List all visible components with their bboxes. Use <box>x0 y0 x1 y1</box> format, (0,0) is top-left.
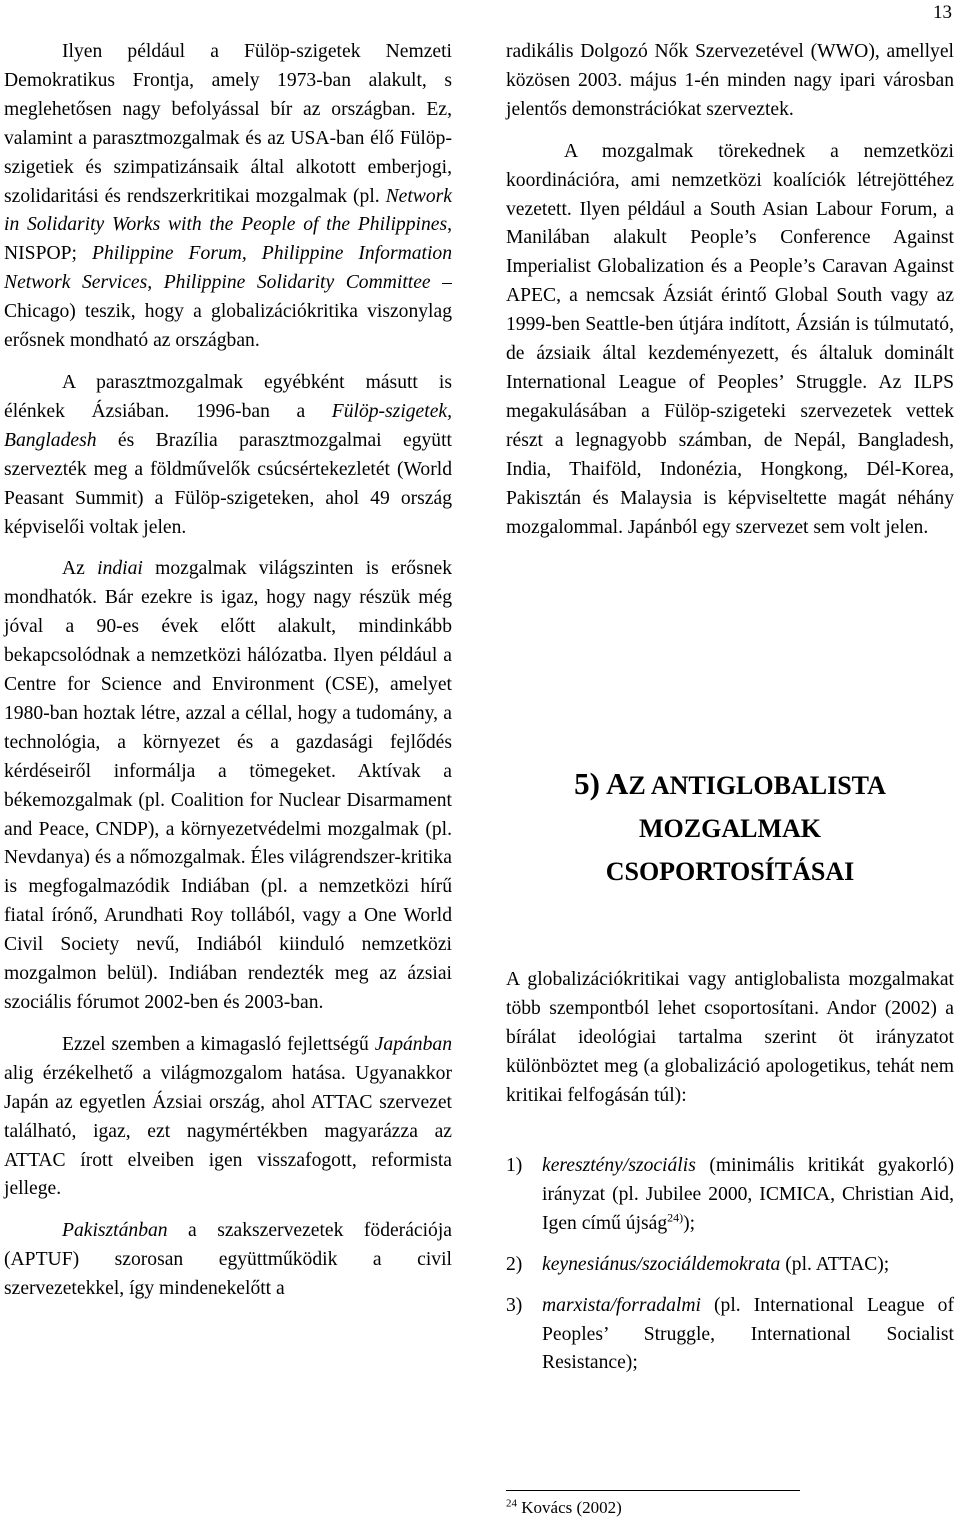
paragraph-japan <box>4 1031 452 1204</box>
footnote-mark: 24 <box>506 1497 517 1510</box>
text-run-italic: Fülöp-szigetek, Bangladesh <box>4 400 452 451</box>
text-run-italic: indiai <box>97 558 143 580</box>
text-run-italic: Pakisztánban <box>62 1220 168 1242</box>
list-item <box>506 1152 954 1239</box>
paragraph-pakistan <box>4 1217 452 1304</box>
paragraph-india <box>4 555 452 1018</box>
paragraph-coalitions: A mozgalmak törekednek a nemzetközi koordinációra, ami nemzetközi koalíciók létrejöttéhez vezetett. Ilyen például a South Asian Labour Forum, a Manilában alakult People’s Conference Against Imperialist Globalization és a People’s Caravan Against APEC, a nemcsak Ázsiát érintő Global South vagy az 1999-ben Seattle-ben útjára indított, Ázsián is túlmutató, de ázsiaik által kezdeményezett, és általuk dominált International League of Peoples’ Struggle. Az ILPS megakulásában a Fülöp-szigeteki szervezetek vettek részt a legnagyobb számban, de Nepál, Bangladesh, India, Thaiföld, Indonézia, Hongkong, Dél-Korea, Pakisztán és Malaysia is képviseltette magát néhány mozgalommal. Japánból egy szervezet sem volt jelen. <box>506 140 954 538</box>
footnote-reference: 24) <box>667 1210 684 1225</box>
heading-text: Z ANTIGLOBALISTA <box>628 771 886 800</box>
section-heading <box>506 762 954 893</box>
list-term: marxista/forradalmi <box>542 1294 701 1316</box>
text-run: Ezzel szemben a kimagasló fejlettségű <box>62 1033 375 1055</box>
text-run: , NISPOP; <box>4 214 452 265</box>
list-item <box>506 1292 954 1379</box>
text-run: és Brazília parasztmozgalmai együtt szervezték meg a földművelők csúcsértekezletét (World Peasant Summit) a Fülöp-szigeteken, ahol 49 ország képviselői voltak jelen. <box>4 429 452 538</box>
text-run: a szakszervezetek föderációja (APTUF) szorosan együttműködik a civil szervezetekkel, így mindenekelőtt a <box>4 1220 452 1300</box>
list-number: 3) <box>506 1294 523 1316</box>
right-column <box>506 38 954 555</box>
list-term: keresztény/szociális <box>542 1155 696 1176</box>
footnote-text: Kovács (2002) <box>517 1498 622 1517</box>
list-term: keynesiánus/szociáldemokrata <box>542 1253 781 1275</box>
categories-list <box>506 1152 954 1390</box>
text-run: Ilyen például a Fülöp-szigetek Nemzeti Demokratikus Frontja, amely 1973-ban alakult, s meglehetősen nagy befolyással bír az országban. Ez, valamint a parasztmozgalmak és az USA-ban élő Fülöp-szigetiek és szimpatizánsaik által alkotott emberjogi, szolidaritási és rendszerkritikai mozgalmak (pl. <box>4 41 452 207</box>
text-run: Az <box>62 558 98 580</box>
list-item <box>506 1251 954 1280</box>
paragraph-continuation: radikális Dolgozó Nők Szervezetével (WWO), amellyel közösen 2003. május 1-én minden nagy ipari városban jelentős demonstrációkat szerveztek. <box>506 41 954 120</box>
text-run: alig érzékelhető a világmozgalom hatása. Ugyanakkor Japán az egyetlen Ázsiai ország, ahol ATTAC szervezet található, igaz, ezt nagymértékben magyarázza az ATTAC írott elveiben igen visszafogott, reformista jellege. <box>4 1062 452 1200</box>
list-text: (minimális kritikát gyakorló) irányzat (pl. Jubilee 2000, ICMICA, Christian Aid, Igen című újság <box>542 1155 954 1234</box>
text-run-italic: Japánban <box>374 1033 452 1055</box>
list-number: 2) <box>506 1253 523 1275</box>
text-run: A parasztmozgalmak egyébként másutt is élénkek Ázsiában. 1996-ban a <box>4 371 452 422</box>
page-number: 13 <box>933 2 952 23</box>
footnote-divider <box>506 1490 800 1491</box>
heading-line-2: MOZGALMAK <box>639 814 821 843</box>
footnote <box>506 1497 622 1519</box>
text-run: – Chicago) teszik, hogy a globalizációkritika viszonylag erősnek mondható az országban. <box>4 272 452 352</box>
heading-line-1 <box>506 762 954 807</box>
heading-text: 5) A <box>574 766 629 801</box>
list-number: 1) <box>506 1155 523 1176</box>
text-run: mozgalmak világszinten is erősnek mondhatók. Bár ezekre is igaz, hogy nagy részük még jóval a 90-es évek előtt alakult, mindinkább bekapcsolódnak a nemzetközi hálózatba. Ilyen például a Centre for Science and Environment (CSE), amelyet 1980-ban hoztak létre, azzal a céllal, hogy a tudomány, a technológia, a környezet és a gazdasági fejlődés kérdéseiről informálja a tömegeket. Aktívak a békemozgalmak (pl. Coalition for Nuclear Disarmament and Peace, CNDP), a környezetvédelmi mozgalmak (pl. Nevdanya) és a nőmozgalmak. Éles világrendszer-kritika is megfogalmazódik Indiában (pl. a nemzetközi hírű fiatal írónő, Arundhati Roy tollából, vagy a One World Civil Society nevű, Indiából kiinduló nemzetközi mozgalmon belül). Indiában rendezték meg az ázsiai szociális fórumot 2002-ben és 2003-ban. <box>4 558 453 1013</box>
text-run-italic: Philippine Forum, Philippine Information Network Services, Philippine Solidarity Committee <box>4 243 453 294</box>
paragraph-philippines <box>4 38 452 356</box>
intro-text: A globalizációkritikai vagy antiglobalista mozgalmakat több szempontból lehet csoportosítani. Andor (2002) a bírálat ideológiai tartalma szerint öt irányzatot különböztet meg (a globalizáció apologetikus, tehát nem kritikai felfogásán túl): <box>506 969 954 1106</box>
left-column <box>4 38 452 1317</box>
text-run-italic: Network in Solidarity Works with the People of the Philippines <box>4 185 452 236</box>
paragraph-peasant-movements <box>4 369 452 542</box>
list-text: (pl. ATTAC); <box>780 1253 890 1275</box>
intro-paragraph <box>506 966 954 1111</box>
heading-line-3: CSOPORTOSÍTÁSAI <box>605 857 855 886</box>
list-text: ); <box>683 1212 696 1234</box>
list-text: (pl. International League of Peoples’ Struggle, International Socialist Resistance); <box>542 1294 954 1374</box>
